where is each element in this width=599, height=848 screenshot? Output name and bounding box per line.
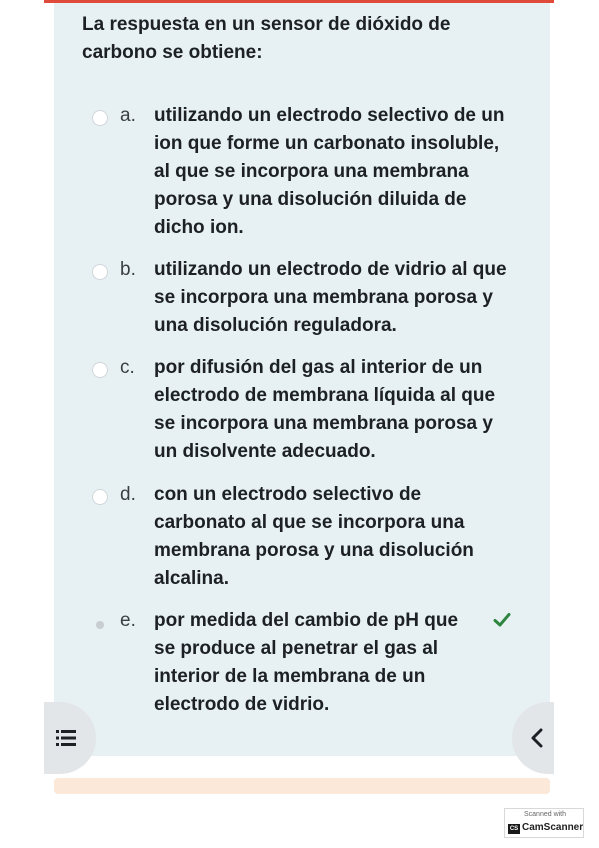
radio-button-c[interactable] (92, 362, 108, 378)
option-letter: d. (120, 484, 136, 505)
list-icon (56, 729, 78, 747)
check-icon (492, 610, 512, 630)
radio-button-b[interactable] (92, 264, 108, 280)
radio-button-a[interactable] (92, 110, 108, 126)
option-letter: a. (120, 105, 136, 126)
radio-button-e-selected[interactable] (96, 621, 104, 629)
option-text: por difusión del gas al interior de un electrodo de membrana líquida al que se incorpora una membrana porosa y un disolvente adecuado. (154, 357, 496, 462)
question-text: La respuesta en un sensor de dióxido de carbono se obtiene: (82, 14, 451, 63)
camscanner-logo-icon: CS (509, 826, 519, 832)
camscanner-watermark (504, 808, 584, 838)
option-letter: b. (120, 259, 136, 280)
option-text: utilizando un electrodo de vidrio al que se incorpora una membrana porosa y una disolución reguladora. (154, 259, 507, 336)
option-text: utilizando un electrodo selectivo de un ion que forme un carbonato insoluble, al que se incorpora una membrana porosa y una disolución diluida de dicho ion. (154, 105, 505, 238)
option-text: por medida del cambio de pH que se produce al penetrar el gas al interior de la membrana de un electrodo de vidrio. (154, 610, 459, 715)
radio-button-d[interactable] (92, 489, 108, 505)
option-letter: c. (120, 357, 135, 378)
chevron-left-icon (530, 728, 544, 748)
option-letter: e. (120, 610, 136, 631)
watermark-caption: Scanned with (523, 811, 567, 818)
watermark-brand: CamScanner (522, 822, 584, 833)
option-text: con un electrodo selectivo de carbonato al que se incorpora una membrana porosa y una disolución alcalina. (154, 484, 474, 589)
bottom-panel-strip (54, 778, 550, 794)
